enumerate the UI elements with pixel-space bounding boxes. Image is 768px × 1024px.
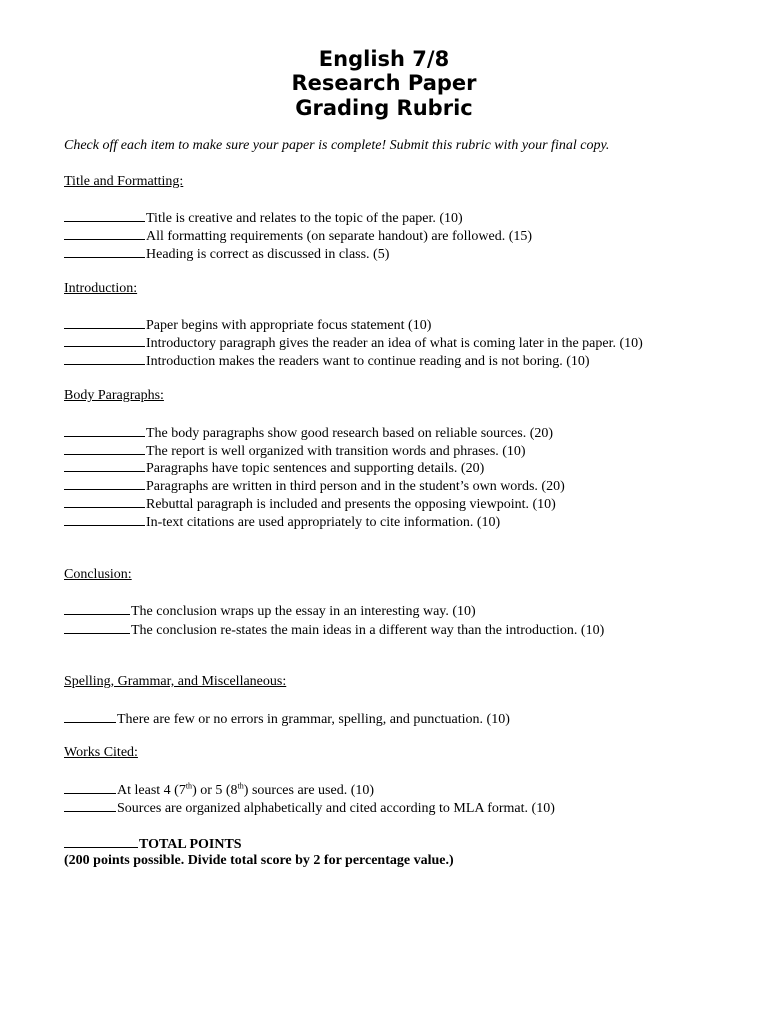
score-blank[interactable] xyxy=(64,709,116,723)
section-heading-works-cited: Works Cited: xyxy=(64,745,138,760)
section-heading-title-formatting: Title and Formatting: xyxy=(64,174,184,189)
instructions-text: Check off each item to make sure your paper is complete! Submit this rubric with your final copy. xyxy=(64,138,610,153)
rubric-item: Paragraphs have topic sentences and supporting details. (20) xyxy=(64,458,484,477)
score-blank[interactable] xyxy=(64,351,145,365)
score-blank[interactable] xyxy=(64,208,145,222)
score-blank[interactable] xyxy=(64,476,145,490)
rubric-item: In-text citations are used appropriately to cite information. (10) xyxy=(64,512,500,531)
rubric-item: The conclusion re-states the main ideas in a different way than the introduction. (10) xyxy=(64,620,604,639)
score-blank[interactable] xyxy=(64,601,130,615)
total-points-note: (200 points possible. Divide total score by 2 for percentage value.) xyxy=(64,853,454,868)
total-score-blank[interactable] xyxy=(64,834,138,848)
score-blank[interactable] xyxy=(64,780,116,794)
rubric-item: All formatting requirements (on separate handout) are followed. (15) xyxy=(64,226,532,245)
rubric-item: At least 4 (7th) or 5 (8th) sources are used. (10) xyxy=(64,780,374,799)
score-blank[interactable] xyxy=(64,441,145,455)
rubric-item: Paragraphs are written in third person and in the student’s own words. (20) xyxy=(64,476,565,495)
section-heading-spelling: Spelling, Grammar, and Miscellaneous: xyxy=(64,674,287,689)
score-blank[interactable] xyxy=(64,333,145,347)
rubric-item: The body paragraphs show good research based on reliable sources. (20) xyxy=(64,423,553,442)
score-blank[interactable] xyxy=(64,512,145,526)
rubric-item: There are few or no errors in grammar, spelling, and punctuation. (10) xyxy=(64,709,510,728)
document-subtitle: Grading Rubric xyxy=(295,96,473,120)
rubric-item: Sources are organized alphabetically and cited according to MLA format. (10) xyxy=(64,798,555,817)
score-blank[interactable] xyxy=(64,423,145,437)
score-blank[interactable] xyxy=(64,458,145,472)
rubric-item: The conclusion wraps up the essay in an interesting way. (10) xyxy=(64,601,476,620)
document-title: Research Paper xyxy=(291,71,477,95)
rubric-item: Paper begins with appropriate focus statement (10) xyxy=(64,315,431,334)
score-blank[interactable] xyxy=(64,315,145,329)
rubric-item: The report is well organized with transition words and phrases. (10) xyxy=(64,441,526,460)
rubric-item: Introduction makes the readers want to continue reading and is not boring. (10) xyxy=(64,351,590,370)
score-blank[interactable] xyxy=(64,244,145,258)
rubric-item: Introductory paragraph gives the reader an idea of what is coming later in the paper. (10) xyxy=(64,333,643,352)
total-points-line: TOTAL POINTS xyxy=(64,834,242,853)
rubric-item: Heading is correct as discussed in class. (5) xyxy=(64,244,389,263)
rubric-item: Rebuttal paragraph is included and presents the opposing viewpoint. (10) xyxy=(64,494,556,513)
score-blank[interactable] xyxy=(64,798,116,812)
section-heading-body: Body Paragraphs: xyxy=(64,388,164,403)
score-blank[interactable] xyxy=(64,494,145,508)
score-blank[interactable] xyxy=(64,620,130,634)
section-heading-introduction: Introduction: xyxy=(64,281,138,296)
course-title: English 7/8 xyxy=(318,47,450,71)
rubric-item: Title is creative and relates to the topic of the paper. (10) xyxy=(64,208,463,227)
section-heading-conclusion: Conclusion: xyxy=(64,567,132,582)
score-blank[interactable] xyxy=(64,226,145,240)
